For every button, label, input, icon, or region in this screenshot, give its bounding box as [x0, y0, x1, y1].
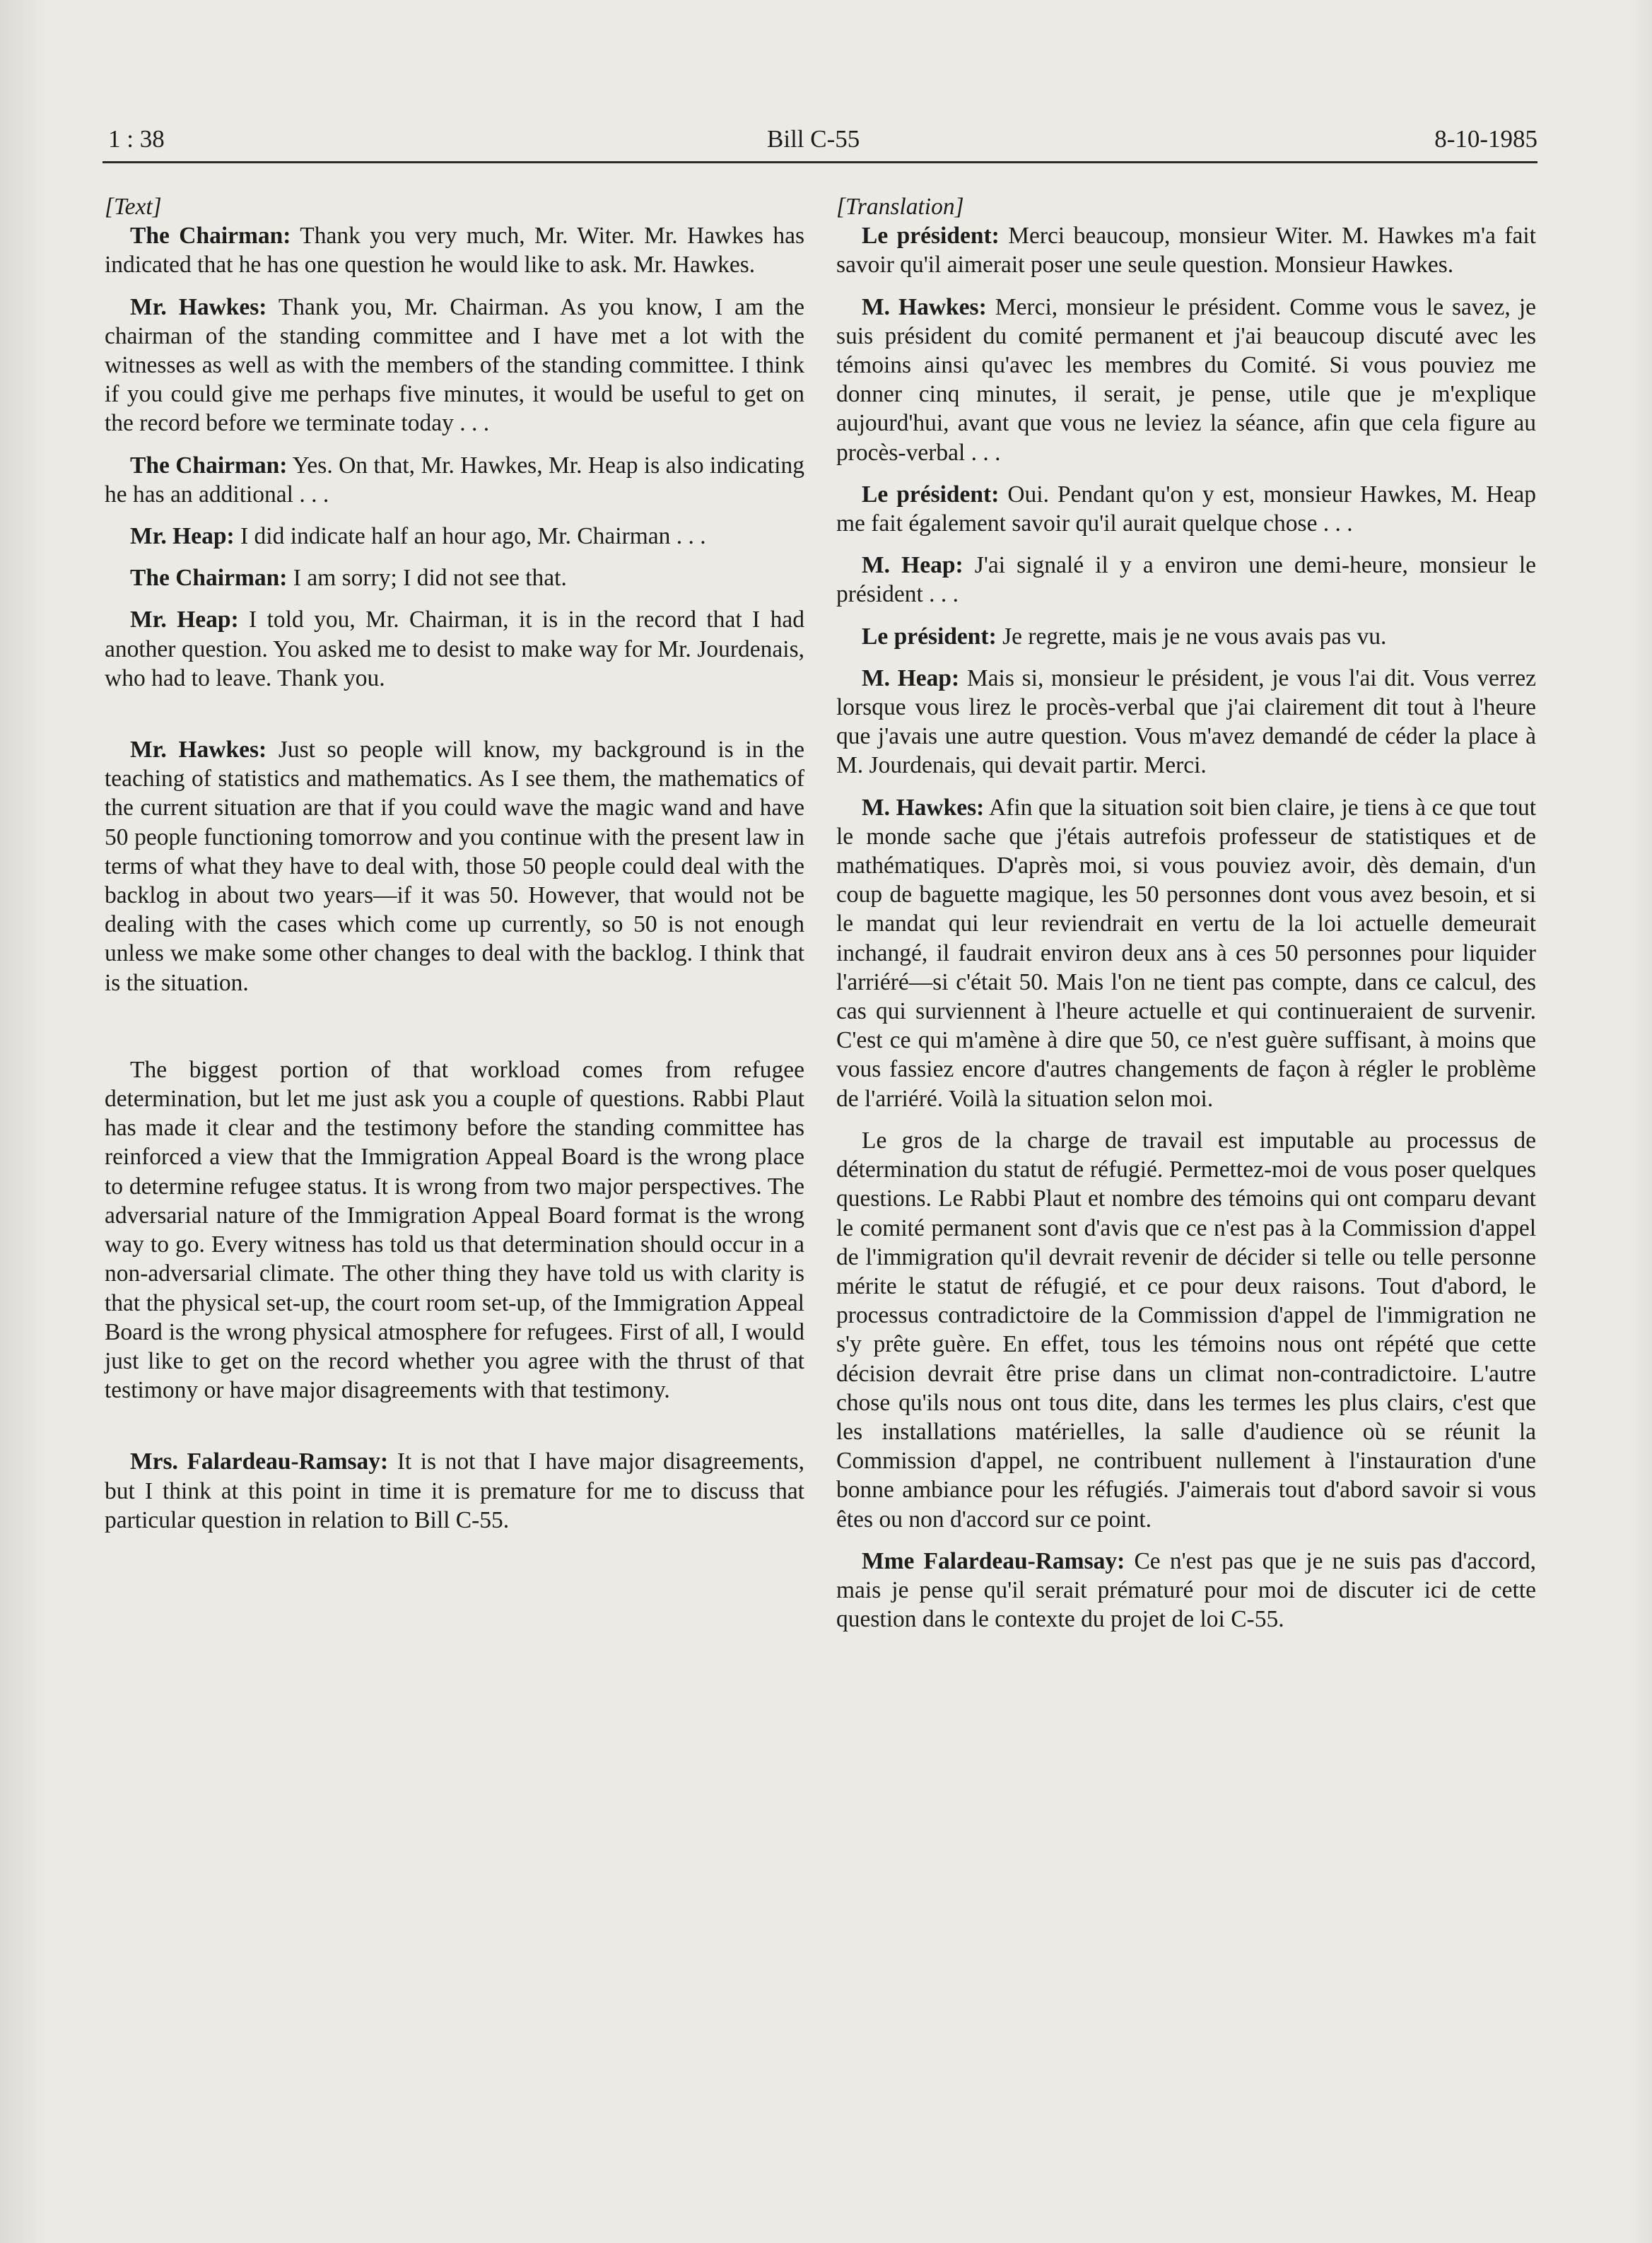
speech-paragraph: [105, 735, 804, 997]
speaker-name: Le président:: [862, 623, 997, 650]
speech-text: Just so people will know, my background is in the teaching of statistics and mathematics. As I see them, the mathematics of the current situation are that if you could wave the magic wand and have 50 people functioning tomorrow and you continue with the present law in terms of what they have to deal with, those 50 people could deal with the backlog in about two years—if it was 50. However, that would not be dealing with the cases which come up currently, so 50 is not enough unless we make some other changes to deal with the backlog. I think that is the situation.: [105, 737, 805, 996]
speech-text: Thank you very much, Mr. Witer. Mr. Hawkes has indicated that he has one question he would like to ask. Mr. Hawkes.: [105, 223, 804, 279]
speech-text: Ce n'est pas que je ne suis pas d'accord, mais je pense qu'il serait prématuré pour moi de discuter ici de cette question dans le contexte du projet de loi C-55.: [836, 1547, 1536, 1633]
speech-paragraph: [836, 293, 1536, 467]
binding-shadow: [0, 0, 49, 2243]
speaker-name: Mme Falardeau-Ramsay:: [862, 1547, 1125, 1574]
speaker-name: M. Hawkes:: [862, 293, 987, 320]
speech-text: I told you, Mr. Chairman, it is in the record that I had another question. You asked me to desist to make way for Mr. Jourdenais, who had to leave. Thank you.: [105, 607, 804, 691]
speech-paragraph: [836, 793, 1536, 1113]
speaker-name: Mr. Hawkes:: [130, 293, 267, 320]
language-tag: [Translation]: [836, 194, 964, 220]
speech-paragraph: [836, 551, 1536, 609]
speech-text: Afin que la situation soit bien claire, je tiens à ce que tout le monde sache que j'étais autrefois professeur de statistiques et de mathématiques. D'après moi, si vous pouviez avoir, dès demain, d'un coup de baguette magique, les 50 personnes dont vous avez besoin, et si le mandat qui leur reviendrait en vertu de la loi actuelle demeurait inchangé, il faudrait environ deux ans à ces 50 personnes pour liquider l'arriéré—si c'était 50. Mais l'on ne tient pas compte, dans ce calcul, des cas qui surviennent à l'heure actuelle et qui continueraient de survenir. C'est ce qui m'amène à dire que 50, ce n'est guère suffisant, à moins que vous fassiez encore d'autres changements de façon à régler le problème de l'arriéré. Voilà la situation selon moi.: [836, 794, 1537, 1112]
speaker-name: M. Heap:: [862, 552, 963, 579]
speech-text: Le gros de la charge de travail est imputable au processus de détermination du statut de réfugié. Permettez-moi de vous poser quelques questions. Le Rabbi Plaut et nombre des témoins qui ont comparu devant le comité permanent sont d'avis que ce n'est pas à la Commission d'appel de l'immigration qu'il devrait revenir de décider si telle ou telle personne mérite le statut de réfugié, et ce pour deux raisons. Tout d'abord, le processus contradictoire de la Commission d'appel de l'immigration ne s'y prête guère. En effet, tous les témoins nous ont répété que cette décision devrait être prise dans un climat non-contradictoire. L'autre chose qu'ils nous ont tous dite, dans les termes les plus clairs, c'est que les installations matérielles, la salle d'audience où se réunit la Commission d'appel, ne contribuent nullement à l'instauration d'une bonne ambiance pour les réfugiés. J'aimerais tout d'abord savoir si vous êtes ou non d'accord sur ce point.: [836, 1127, 1536, 1533]
header-date: 8-10-1985: [1434, 125, 1537, 153]
language-tag: [Text]: [105, 194, 162, 220]
running-header: [102, 122, 1537, 164]
speech-text: I did indicate half an hour ago, Mr. Chairman . . .: [234, 523, 706, 550]
speaker-name: Mr. Heap:: [130, 607, 239, 633]
speech-paragraph: [105, 1055, 804, 1405]
speech-paragraph: [836, 1547, 1536, 1634]
speech-paragraph: [836, 664, 1536, 780]
speech-paragraph: [105, 522, 804, 551]
speech-text: Thank you, Mr. Chairman. As you know, I am the chairman of the standing committee and I have met a lot with the witnesses as well as with the members of the standing committee. I think if you could give me perhaps five minutes, it would be useful to get on the record before we terminate today . . .: [105, 293, 804, 437]
speech-paragraph: [105, 221, 804, 279]
speech-paragraph: [836, 480, 1536, 538]
speech-paragraph: [105, 451, 804, 509]
speech-text: Je regrette, mais je ne vous avais pas vu.: [996, 623, 1387, 650]
speech-text: Merci beaucoup, monsieur Witer. M. Hawkes m'a fait savoir qu'il aimerait poser une seule question. Monsieur Hawkes.: [836, 223, 1536, 279]
page-edge: [1631, 0, 1652, 2243]
speaker-name: The Chairman:: [130, 452, 288, 479]
speech-text: J'ai signalé il y a environ une demi-heure, monsieur le président . . .: [836, 552, 1536, 608]
speech-paragraph: [105, 605, 804, 693]
speech-text: Oui. Pendant qu'on y est, monsieur Hawkes, M. Heap me fait également savoir qu'il aurait quelque chose . . .: [836, 481, 1536, 537]
page-number: 1 : 38: [108, 125, 165, 153]
speaker-name: M. Hawkes:: [862, 794, 985, 821]
speech-text: The biggest portion of that workload comes from refugee determination, but let me just ask you a couple of questions. Rabbi Plaut has made it clear and the testimony before the standing committee has reinforced a view that the Immigration Appeal Board is the wrong place to determine refugee status. It is wrong from two major perspectives. The adversarial nature of the Immigration Appeal Board format is the wrong way to go. Every witness has told us that determination should occur in a non-adversarial climate. The other thing they have told us with clarity is that the physical set-up, the court room set-up, of the Immigration Appeal Board is the wrong physical atmosphere for refugees. First of all, I would just like to get on the record whether you agree with the thrust of that testimony or have major disagreements with that testimony.: [105, 1056, 804, 1404]
speech-paragraph: [836, 622, 1536, 651]
speech-text: It is not that I have major disagreements, but I think at this point in time it is premature for me to discuss that particular question in relation to Bill C-55.: [105, 1448, 804, 1533]
english-column: [105, 192, 804, 1535]
bill-title: Bill C-55: [767, 125, 860, 153]
speech-paragraph: [836, 221, 1536, 279]
speech-text: I am sorry; I did not see that.: [287, 565, 567, 592]
header-rule: [102, 161, 1537, 163]
speaker-name: The Chairman:: [130, 223, 291, 250]
speaker-name: M. Heap:: [862, 664, 960, 691]
speech-text: Yes. On that, Mr. Hawkes, Mr. Heap is also indicating he has an additional . . .: [105, 452, 804, 508]
french-column: [836, 192, 1536, 1634]
speaker-name: Mrs. Falardeau-Ramsay:: [130, 1448, 389, 1475]
speaker-name: Mr. Hawkes:: [130, 737, 267, 763]
speech-paragraph: [836, 1126, 1536, 1534]
speaker-name: Mr. Heap:: [130, 523, 235, 550]
speech-paragraph: [105, 293, 804, 438]
speaker-name: Le président:: [862, 481, 1000, 508]
speaker-name: Le président:: [862, 223, 1000, 250]
speech-text: Mais si, monsieur le président, je vous l'ai dit. Vous verrez lorsque vous lirez le procès-verbal que j'ai clairement dit tout à l'heure que j'avais une autre question. Vous m'avez demandé de céder la place à M. Jourdenais, qui devait partir. Merci.: [836, 664, 1536, 779]
speech-paragraph: [105, 563, 804, 592]
speech-text: Merci, monsieur le président. Comme vous le savez, je suis président du comité permanent et j'ai beaucoup discuté avec les témoins ainsi qu'avec les membres du Comité. Si vous pouviez me donner cinq minutes, il serait, je pense, utile que je m'explique aujourd'hui, avant que vous ne leviez la séance, afin que cela figure au procès-verbal . . .: [836, 293, 1536, 466]
speaker-name: The Chairman:: [130, 565, 288, 592]
speech-paragraph: [105, 1447, 804, 1535]
